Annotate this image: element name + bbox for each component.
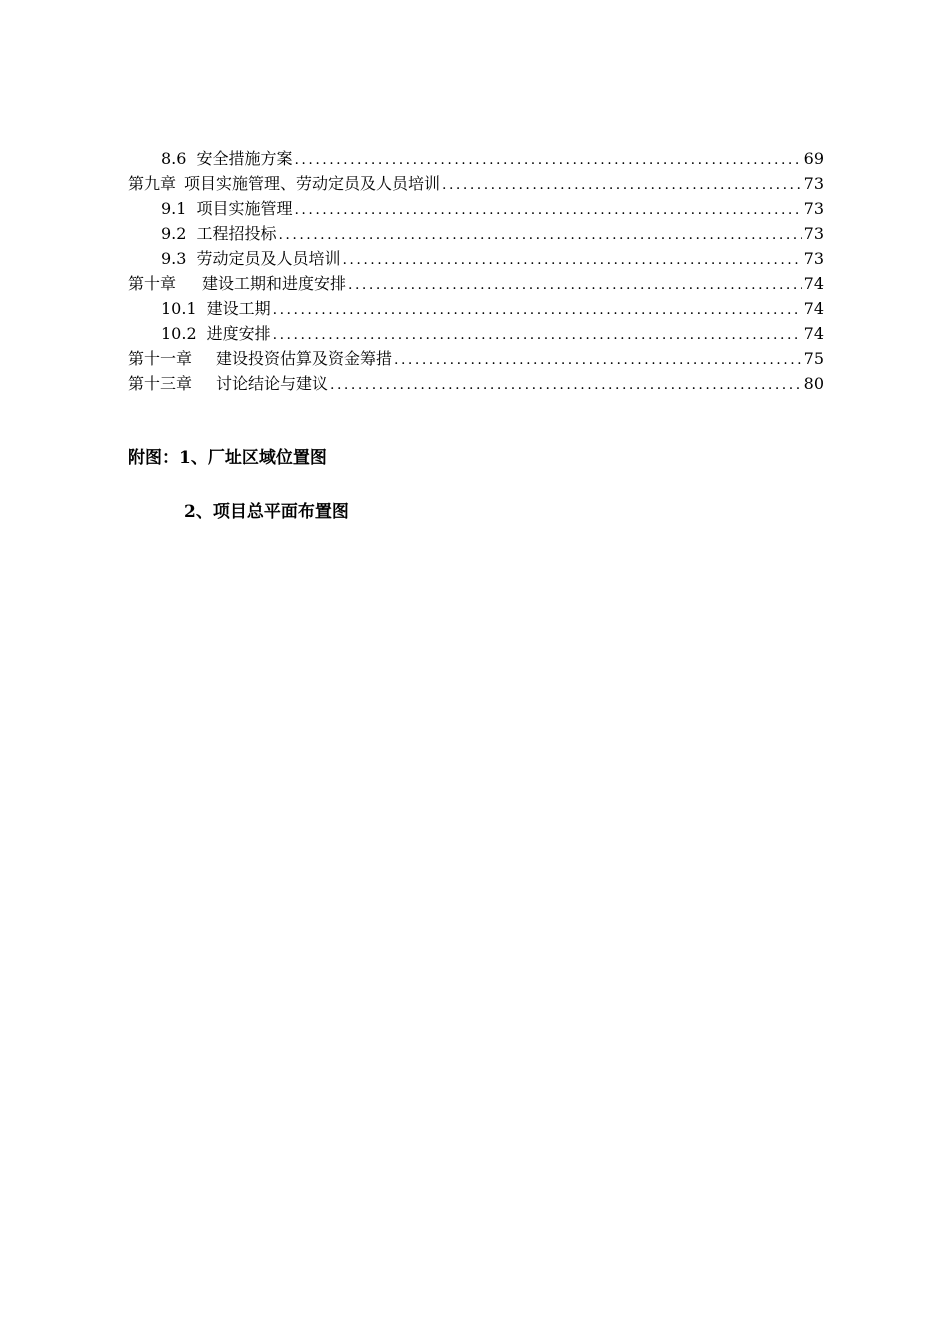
toc-entry-title: 建设投资估算及资金筹措 <box>216 349 393 368</box>
toc-dot-leader <box>394 348 802 373</box>
toc-entry-title: 项目实施管理、劳动定员及人员培训 <box>184 174 441 193</box>
toc-entry-title: 安全措施方案 <box>196 149 293 168</box>
toc-entry-title: 进度安排 <box>206 324 271 343</box>
toc-entry-title: 讨论结论与建议 <box>216 374 329 393</box>
toc-entry-title: 工程招投标 <box>196 224 277 243</box>
toc-entry-number: 9.1 <box>161 199 187 218</box>
toc-entry-page: 80 <box>803 374 824 393</box>
toc-entry[interactable] <box>128 146 824 171</box>
toc-entry-number: 第九章 <box>128 174 177 193</box>
toc-entry-page: 73 <box>803 199 824 218</box>
toc-entry-page: 73 <box>803 224 824 243</box>
toc-entry-number: 9.2 <box>161 224 187 243</box>
appendix-item: 2、项目总平面布置图 <box>184 502 349 522</box>
toc-entry-page: 73 <box>803 174 824 193</box>
toc-dot-leader <box>294 198 801 223</box>
toc-entry[interactable] <box>128 271 824 296</box>
toc-entry-number: 9.3 <box>161 249 187 268</box>
toc-entry-title: 建设工期 <box>206 299 271 318</box>
toc-dot-leader <box>330 373 802 398</box>
toc-entry-page: 74 <box>803 274 824 293</box>
toc-dot-leader <box>442 173 802 198</box>
toc-entry[interactable] <box>128 171 824 196</box>
toc-entry[interactable] <box>128 296 824 321</box>
toc-entry-number: 10.2 <box>161 324 197 343</box>
toc-entry[interactable] <box>128 246 824 271</box>
toc-entry-page: 74 <box>803 324 824 343</box>
toc-entry-title: 建设工期和进度安排 <box>202 274 347 293</box>
toc-dot-leader <box>273 298 802 323</box>
toc-entry-page: 69 <box>803 149 824 168</box>
toc-entry-page: 73 <box>803 249 824 268</box>
toc-entry-number: 10.1 <box>161 299 197 318</box>
toc-entry-number: 第十一章 <box>128 349 193 368</box>
toc-entry-title: 项目实施管理 <box>196 199 293 218</box>
toc-dot-leader <box>294 148 801 173</box>
toc-entry[interactable] <box>128 371 824 396</box>
toc-dot-leader <box>342 248 801 273</box>
toc-entry-number: 8.6 <box>161 149 187 168</box>
toc-entry-title: 劳动定员及人员培训 <box>196 249 341 268</box>
toc-dot-leader <box>278 223 801 248</box>
appendix-heading: 附图：1、厂址区域位置图 <box>128 448 327 468</box>
toc-dot-leader <box>273 323 802 348</box>
toc-dot-leader <box>348 273 802 298</box>
toc-entry-page: 75 <box>803 349 824 368</box>
toc-entry-number: 第十三章 <box>128 374 193 393</box>
toc-entry-number: 第十章 <box>128 274 177 293</box>
toc-entry-page: 74 <box>803 299 824 318</box>
toc-entry[interactable] <box>128 221 824 246</box>
toc-entry[interactable] <box>128 346 824 371</box>
toc-entry[interactable] <box>128 196 824 221</box>
table-of-contents <box>128 146 824 396</box>
toc-entry[interactable] <box>128 321 824 346</box>
